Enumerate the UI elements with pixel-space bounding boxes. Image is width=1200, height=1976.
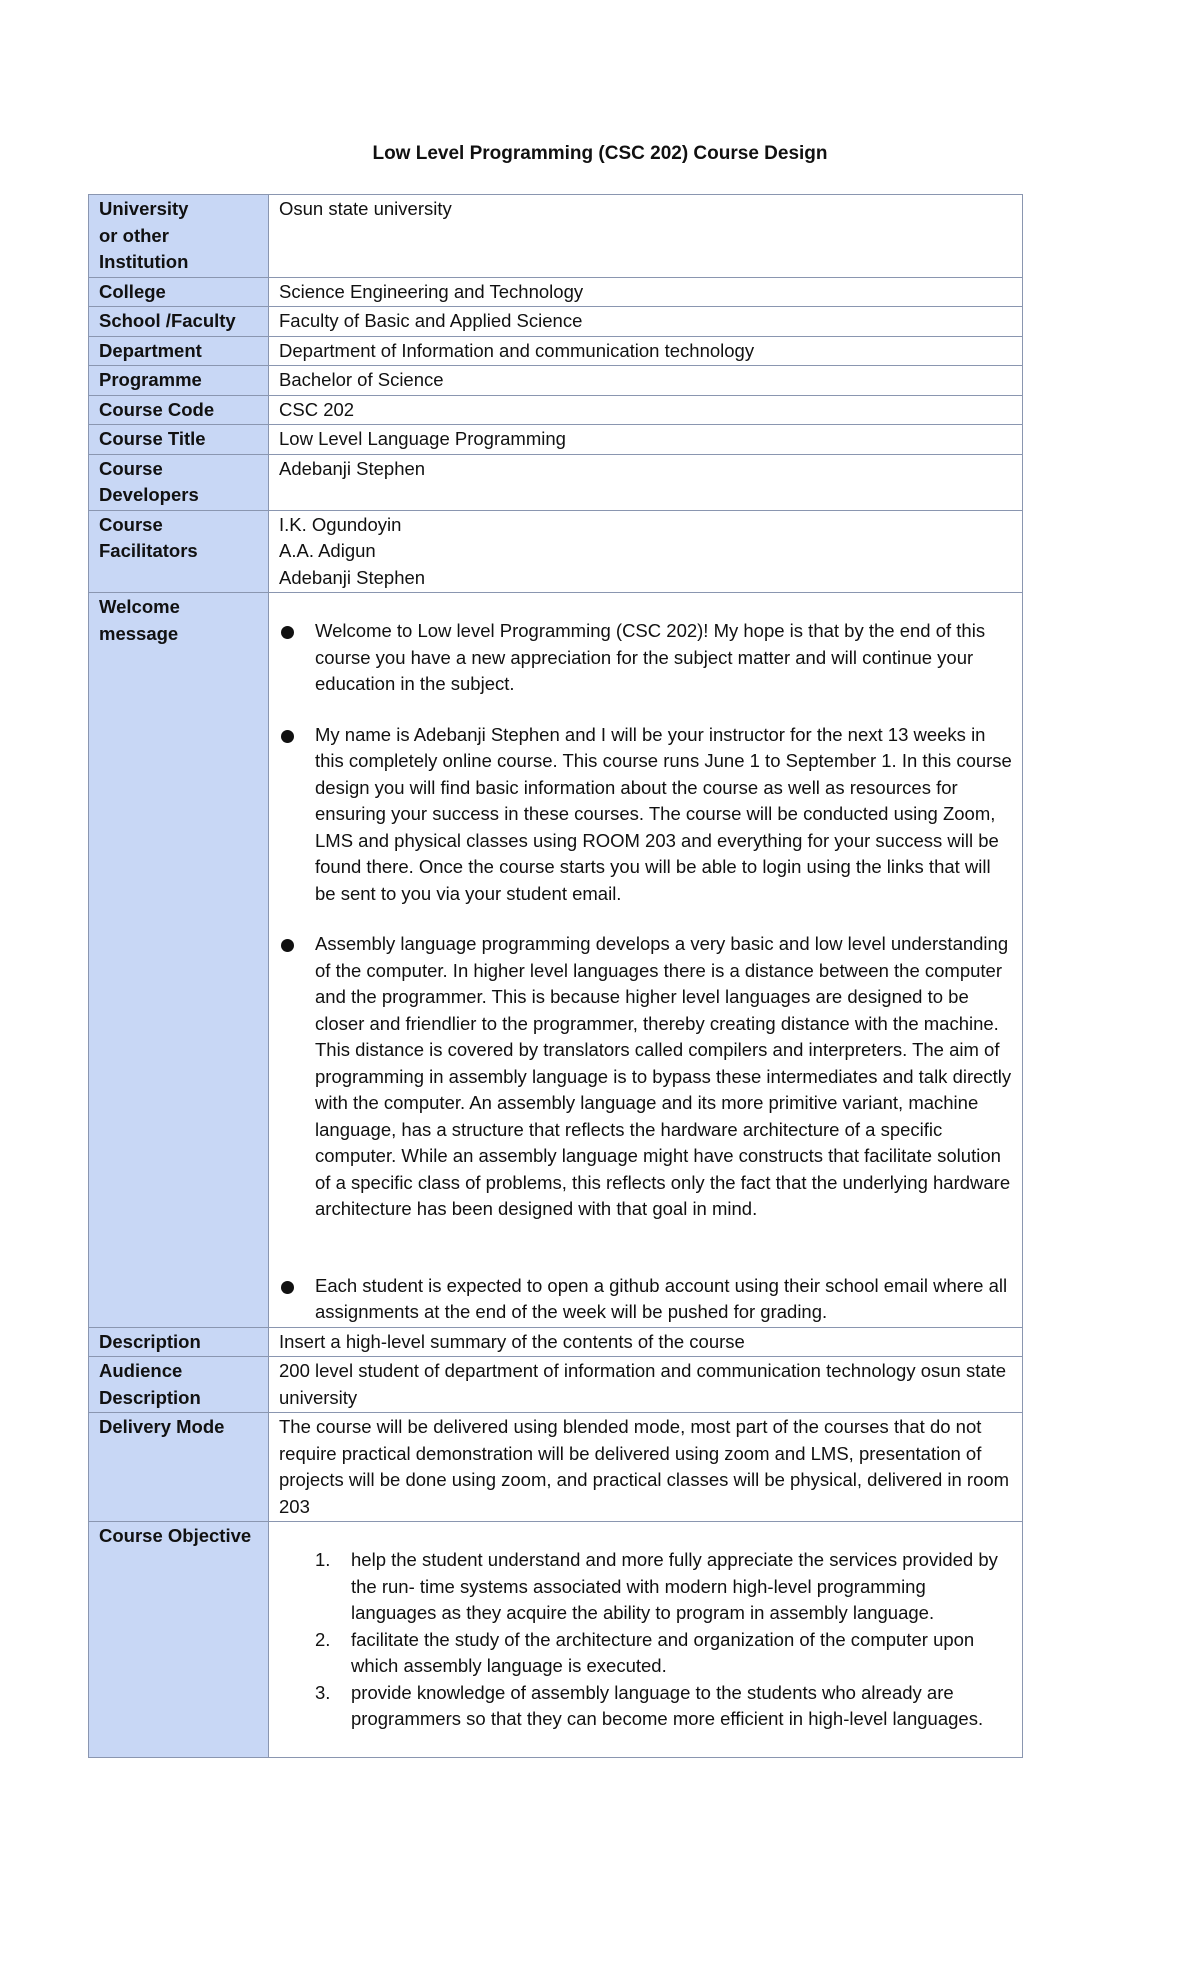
objective-number: 1. (315, 1549, 331, 1570)
objective-text: help the student understand and more fully appreciate the services provided by the run- time systems associated with modern high-level programming languages as they acquire the ability to program in assembly language. (351, 1549, 998, 1623)
list-item (279, 1273, 1014, 1326)
label-course-code: Course Code (89, 395, 269, 425)
value-programme: Bachelor of Science (269, 366, 1023, 396)
table-row-delivery (89, 1413, 1023, 1522)
table-row-school (89, 307, 1023, 337)
label-programme: Programme (89, 366, 269, 396)
list-item (279, 1627, 1014, 1680)
table-row-facilitators (89, 510, 1023, 593)
objective-text: provide knowledge of assembly language to the students who already are programmers so that they can become more efficient in high-level languages. (351, 1681, 984, 1729)
value-delivery: The course will be delivered using blended mode, most part of the courses that do not require practical demonstration will be delivered using zoom and LMS, presentation of projects will be done using zoom, and practical classes will be physical, delivered in room 203 (269, 1413, 1023, 1522)
value-department: Department of Information and communication technology (269, 336, 1023, 366)
value-course-title: Low Level Language Programming (269, 425, 1023, 455)
welcome-message-list (279, 618, 1014, 1326)
label-college: College (89, 277, 269, 307)
table-row-course-title (89, 425, 1023, 455)
label-audience: Audience Description (89, 1357, 269, 1413)
value-facilitators: I.K. Ogundoyin A.A. Adigun Adebanji Stephen (269, 510, 1023, 593)
objective-number: 3. (315, 1681, 331, 1703)
value-university: Osun state university (269, 195, 1023, 278)
bullet-dot-icon (281, 939, 294, 952)
value-audience: 200 level student of department of information and communication technology osun state university (269, 1357, 1023, 1413)
value-course-code: CSC 202 (269, 395, 1023, 425)
welcome-bullet-text: Each student is expected to open a github account using their school email where all assignments at the end of the week will be pushed for grading. (315, 1274, 1008, 1322)
table-row-department (89, 336, 1023, 366)
label-facilitators: Course Facilitators (89, 510, 269, 593)
label-description: Description (89, 1327, 269, 1357)
label-department: Department (89, 336, 269, 366)
table-row-description (89, 1327, 1023, 1357)
objective-text: facilitate the study of the architecture and organization of the computer upon which assembly language is executed. (351, 1628, 975, 1676)
label-course-title: Course Title (89, 425, 269, 455)
value-school: Faculty of Basic and Applied Science (269, 307, 1023, 337)
label-delivery: Delivery Mode (89, 1413, 269, 1522)
welcome-bullet-text: Welcome to Low level Programming (CSC 202)! My hope is that by the end of this course you have a new appreciation for the subject matter and will continue your education in the subject. (315, 620, 986, 694)
welcome-bullet-text: Assembly language programming develops a very basic and low level understanding of the computer. In higher level languages there is a distance between the computer and the programmer. This is because higher level languages are designed to be closer and friendlier to the programmer, thereby creating distance with the machine. This distance is covered by translators called compilers and interpreters. The aim of programming in assembly language is to bypass these intermediates and talk directly with the computer. An assembly language and its more primitive variant, machine language, has a structure that reflects the hardware architecture of a specific computer. While an assembly language might have constructs that facilitate solution of a specific class of problems, this reflects only the fact that the underlying hardware architecture has been designed with that goal in mind. (315, 933, 1012, 1219)
label-welcome: Welcome message (89, 593, 269, 1328)
value-college: Science Engineering and Technology (269, 277, 1023, 307)
list-item (279, 1547, 1014, 1627)
value-objective (269, 1522, 1023, 1758)
welcome-bullet-text: My name is Adebanji Stephen and I will be your instructor for the next 13 weeks in this completely online course. This course runs June 1 to September 1. In this course design you will find basic information about the course as well as resources for ensuring your success in these courses. The course will be conducted using Zoom, LMS and physical classes using ROOM 203 and everything for your success will be found there. Once the course starts you will be able to login using the links that will be sent to you via your student email. (315, 723, 1012, 904)
course-design-table (88, 194, 1023, 1758)
table-row-course-code (89, 395, 1023, 425)
label-objective: Course Objective (89, 1522, 269, 1758)
table-row-developers (89, 454, 1023, 510)
list-item (279, 1680, 1014, 1733)
objective-number: 2. (315, 1628, 331, 1650)
table-row-audience (89, 1357, 1023, 1413)
value-developers: Adebanji Stephen (269, 454, 1023, 510)
bullet-dot-icon (281, 626, 294, 639)
table-row-college (89, 277, 1023, 307)
table-row-objective (89, 1522, 1023, 1758)
list-item (279, 931, 1014, 1223)
table-row-programme (89, 366, 1023, 396)
label-school: School /Faculty (89, 307, 269, 337)
list-item (279, 722, 1014, 908)
label-university: University or other Institution (89, 195, 269, 278)
list-item (279, 618, 1014, 698)
objective-list (279, 1547, 1014, 1733)
bullet-dot-icon (281, 1281, 294, 1294)
bullet-dot-icon (281, 730, 294, 743)
label-developers: Course Developers (89, 454, 269, 510)
value-description: Insert a high-level summary of the contents of the course (269, 1327, 1023, 1357)
table-row-welcome (89, 593, 1023, 1328)
page-title: Low Level Programming (CSC 202) Course Design (372, 143, 828, 164)
table-row-university (89, 195, 1023, 278)
value-welcome (269, 593, 1023, 1328)
